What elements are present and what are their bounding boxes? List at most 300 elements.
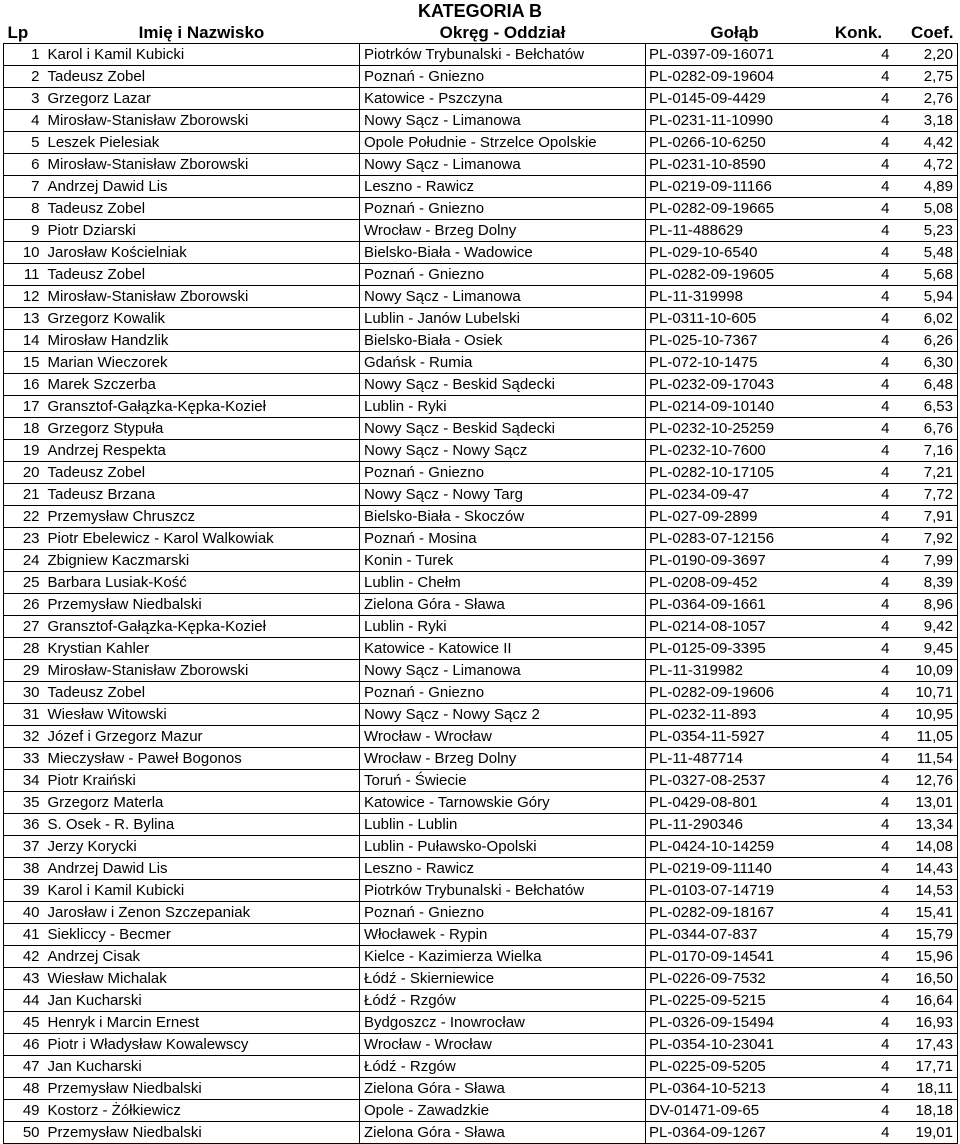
cell-coef: 15,79 xyxy=(894,924,958,946)
table-row xyxy=(4,594,958,616)
cell-lp: 25 xyxy=(4,572,44,594)
cell-konk: 4 xyxy=(824,924,894,946)
cell-name: Wiesław Michalak xyxy=(44,968,360,990)
cell-name: Piotr Kraiński xyxy=(44,770,360,792)
cell-okreg: Łódź - Skierniewice xyxy=(360,968,646,990)
cell-lp: 49 xyxy=(4,1100,44,1122)
table-row xyxy=(4,220,958,242)
cell-okreg: Katowice - Katowice II xyxy=(360,638,646,660)
cell-okreg: Bydgoszcz - Inowrocław xyxy=(360,1012,646,1034)
cell-lp: 5 xyxy=(4,132,44,154)
cell-konk: 4 xyxy=(824,704,894,726)
cell-name: Tadeusz Zobel xyxy=(44,264,360,286)
table-row xyxy=(4,440,958,462)
cell-golab: PL-0354-11-5927 xyxy=(646,726,824,748)
cell-coef: 15,41 xyxy=(894,902,958,924)
cell-coef: 19,01 xyxy=(894,1122,958,1144)
cell-okreg: Poznań - Mosina xyxy=(360,528,646,550)
cell-konk: 4 xyxy=(824,990,894,1012)
cell-konk: 4 xyxy=(824,1078,894,1100)
page-title: KATEGORIA B xyxy=(418,1,542,21)
cell-coef: 14,43 xyxy=(894,858,958,880)
cell-name: Piotr i Władysław Kowalewscy xyxy=(44,1034,360,1056)
cell-lp: 19 xyxy=(4,440,44,462)
cell-name: Przemysław Niedbalski xyxy=(44,1078,360,1100)
cell-okreg: Toruń - Świecie xyxy=(360,770,646,792)
cell-okreg: Opole Południe - Strzelce Opolskie xyxy=(360,132,646,154)
cell-name: Mieczysław - Paweł Bogonos xyxy=(44,748,360,770)
cell-lp: 10 xyxy=(4,242,44,264)
cell-golab: PL-0231-11-10990 xyxy=(646,110,824,132)
cell-konk: 4 xyxy=(824,418,894,440)
table-row xyxy=(4,858,958,880)
cell-lp: 44 xyxy=(4,990,44,1012)
table-row xyxy=(4,1012,958,1034)
cell-coef: 11,54 xyxy=(894,748,958,770)
cell-okreg: Nowy Sącz - Beskid Sądecki xyxy=(360,374,646,396)
cell-coef: 7,99 xyxy=(894,550,958,572)
cell-coef: 2,75 xyxy=(894,66,958,88)
table-row xyxy=(4,374,958,396)
table-row xyxy=(4,264,958,286)
table-row xyxy=(4,110,958,132)
cell-konk: 4 xyxy=(824,638,894,660)
cell-coef: 6,30 xyxy=(894,352,958,374)
cell-okreg: Zielona Góra - Sława xyxy=(360,1122,646,1144)
cell-okreg: Poznań - Gniezno xyxy=(360,198,646,220)
cell-coef: 2,20 xyxy=(894,44,958,66)
table-row xyxy=(4,814,958,836)
cell-lp: 39 xyxy=(4,880,44,902)
cell-golab: PL-0397-09-16071 xyxy=(646,44,824,66)
cell-coef: 16,64 xyxy=(894,990,958,1012)
cell-okreg: Gdańsk - Rumia xyxy=(360,352,646,374)
cell-konk: 4 xyxy=(824,748,894,770)
cell-okreg: Leszno - Rawicz xyxy=(360,858,646,880)
cell-konk: 4 xyxy=(824,1034,894,1056)
cell-konk: 4 xyxy=(824,770,894,792)
cell-konk: 4 xyxy=(824,1012,894,1034)
cell-okreg: Bielsko-Biała - Wadowice xyxy=(360,242,646,264)
cell-golab: PL-0282-09-18167 xyxy=(646,902,824,924)
cell-golab: PL-0282-10-17105 xyxy=(646,462,824,484)
cell-name: Tadeusz Zobel xyxy=(44,682,360,704)
cell-name: Karol i Kamil Kubicki xyxy=(44,44,360,66)
cell-lp: 17 xyxy=(4,396,44,418)
cell-konk: 4 xyxy=(824,308,894,330)
cell-konk: 4 xyxy=(824,836,894,858)
table-row xyxy=(4,176,958,198)
cell-name: Mirosław Handzlik xyxy=(44,330,360,352)
table-row xyxy=(4,66,958,88)
cell-name: Andrzej Respekta xyxy=(44,440,360,462)
cell-okreg: Kielce - Kazimierza Wielka xyxy=(360,946,646,968)
cell-lp: 46 xyxy=(4,1034,44,1056)
cell-golab: PL-0232-09-17043 xyxy=(646,374,824,396)
cell-coef: 10,71 xyxy=(894,682,958,704)
cell-name: Leszek Pielesiak xyxy=(44,132,360,154)
cell-name: Henryk i Marcin Ernest xyxy=(44,1012,360,1034)
cell-okreg: Katowice - Tarnowskie Góry xyxy=(360,792,646,814)
table-row xyxy=(4,902,958,924)
cell-coef: 9,42 xyxy=(894,616,958,638)
cell-okreg: Lublin - Ryki xyxy=(360,396,646,418)
cell-name: Grzegorz Materla xyxy=(44,792,360,814)
header-lp: Lp xyxy=(4,22,44,44)
cell-lp: 12 xyxy=(4,286,44,308)
cell-coef: 4,72 xyxy=(894,154,958,176)
cell-golab: PL-0145-09-4429 xyxy=(646,88,824,110)
cell-konk: 4 xyxy=(824,1100,894,1122)
table-row xyxy=(4,286,958,308)
table-row xyxy=(4,748,958,770)
cell-golab: PL-11-290346 xyxy=(646,814,824,836)
cell-golab: PL-0311-10-605 xyxy=(646,308,824,330)
cell-konk: 4 xyxy=(824,132,894,154)
cell-name: Gransztof-Gałązka-Kępka-Kozieł xyxy=(44,616,360,638)
cell-lp: 8 xyxy=(4,198,44,220)
cell-golab: PL-0266-10-6250 xyxy=(646,132,824,154)
cell-okreg: Nowy Sącz - Limanowa xyxy=(360,286,646,308)
cell-okreg: Opole - Zawadzkie xyxy=(360,1100,646,1122)
cell-okreg: Włocławek - Rypin xyxy=(360,924,646,946)
table-row xyxy=(4,682,958,704)
cell-coef: 6,48 xyxy=(894,374,958,396)
table-row xyxy=(4,308,958,330)
table-row xyxy=(4,572,958,594)
header-coef: Coef. xyxy=(894,22,958,44)
cell-lp: 14 xyxy=(4,330,44,352)
cell-lp: 22 xyxy=(4,506,44,528)
cell-lp: 42 xyxy=(4,946,44,968)
cell-konk: 4 xyxy=(824,44,894,66)
cell-coef: 11,05 xyxy=(894,726,958,748)
cell-golab: PL-0282-09-19604 xyxy=(646,66,824,88)
cell-name: S. Osek - R. Bylina xyxy=(44,814,360,836)
cell-coef: 14,08 xyxy=(894,836,958,858)
cell-coef: 7,92 xyxy=(894,528,958,550)
table-row xyxy=(4,462,958,484)
cell-coef: 5,23 xyxy=(894,220,958,242)
cell-lp: 21 xyxy=(4,484,44,506)
cell-okreg: Wrocław - Brzeg Dolny xyxy=(360,220,646,242)
cell-golab: PL-0232-10-7600 xyxy=(646,440,824,462)
cell-konk: 4 xyxy=(824,858,894,880)
cell-konk: 4 xyxy=(824,1122,894,1144)
cell-lp: 26 xyxy=(4,594,44,616)
table-row xyxy=(4,946,958,968)
cell-konk: 4 xyxy=(824,902,894,924)
table-row xyxy=(4,616,958,638)
cell-lp: 35 xyxy=(4,792,44,814)
cell-coef: 17,71 xyxy=(894,1056,958,1078)
table-row xyxy=(4,1122,958,1144)
cell-konk: 4 xyxy=(824,814,894,836)
cell-lp: 2 xyxy=(4,66,44,88)
cell-name: Jerzy Korycki xyxy=(44,836,360,858)
cell-konk: 4 xyxy=(824,66,894,88)
cell-golab: PL-0170-09-14541 xyxy=(646,946,824,968)
cell-coef: 5,94 xyxy=(894,286,958,308)
cell-konk: 4 xyxy=(824,660,894,682)
cell-okreg: Nowy Sącz - Nowy Sącz xyxy=(360,440,646,462)
table-row xyxy=(4,924,958,946)
cell-name: Tadeusz Zobel xyxy=(44,198,360,220)
cell-name: Tadeusz Brzana xyxy=(44,484,360,506)
cell-golab: PL-0344-07-837 xyxy=(646,924,824,946)
cell-konk: 4 xyxy=(824,880,894,902)
table-body xyxy=(4,44,958,1144)
cell-golab: PL-0282-09-19605 xyxy=(646,264,824,286)
cell-golab: PL-0364-10-5213 xyxy=(646,1078,824,1100)
cell-name: Józef i Grzegorz Mazur xyxy=(44,726,360,748)
cell-konk: 4 xyxy=(824,88,894,110)
cell-golab: PL-0364-09-1267 xyxy=(646,1122,824,1144)
cell-okreg: Poznań - Gniezno xyxy=(360,682,646,704)
cell-lp: 20 xyxy=(4,462,44,484)
cell-name: Przemysław Niedbalski xyxy=(44,594,360,616)
cell-konk: 4 xyxy=(824,396,894,418)
cell-coef: 10,09 xyxy=(894,660,958,682)
cell-golab: PL-0231-10-8590 xyxy=(646,154,824,176)
cell-coef: 2,76 xyxy=(894,88,958,110)
cell-lp: 28 xyxy=(4,638,44,660)
cell-golab: PL-11-319982 xyxy=(646,660,824,682)
cell-okreg: Piotrków Trybunalski - Bełchatów xyxy=(360,44,646,66)
cell-golab: PL-0364-09-1661 xyxy=(646,594,824,616)
cell-okreg: Poznań - Gniezno xyxy=(360,902,646,924)
cell-konk: 4 xyxy=(824,682,894,704)
cell-golab: PL-0219-09-11166 xyxy=(646,176,824,198)
cell-name: Jarosław i Zenon Szczepaniak xyxy=(44,902,360,924)
cell-konk: 4 xyxy=(824,946,894,968)
cell-coef: 13,34 xyxy=(894,814,958,836)
cell-okreg: Łódź - Rzgów xyxy=(360,990,646,1012)
cell-okreg: Nowy Sącz - Nowy Targ xyxy=(360,484,646,506)
cell-name: Piotr Dziarski xyxy=(44,220,360,242)
cell-konk: 4 xyxy=(824,440,894,462)
cell-lp: 48 xyxy=(4,1078,44,1100)
cell-golab: PL-11-319998 xyxy=(646,286,824,308)
cell-konk: 4 xyxy=(824,572,894,594)
cell-lp: 32 xyxy=(4,726,44,748)
cell-name: Grzegorz Lazar xyxy=(44,88,360,110)
table-row xyxy=(4,396,958,418)
header-konk: Konk. xyxy=(824,22,894,44)
header-name: Imię i Nazwisko xyxy=(44,22,360,44)
cell-coef: 17,43 xyxy=(894,1034,958,1056)
cell-name: Mirosław-Stanisław Zborowski xyxy=(44,660,360,682)
cell-golab: PL-027-09-2899 xyxy=(646,506,824,528)
cell-name: Kostorz - Żółkiewicz xyxy=(44,1100,360,1122)
cell-name: Barbara Lusiak-Kość xyxy=(44,572,360,594)
cell-coef: 9,45 xyxy=(894,638,958,660)
cell-lp: 24 xyxy=(4,550,44,572)
cell-lp: 36 xyxy=(4,814,44,836)
cell-konk: 4 xyxy=(824,528,894,550)
table-row xyxy=(4,968,958,990)
cell-name: Jan Kucharski xyxy=(44,1056,360,1078)
cell-okreg: Łódź - Rzgów xyxy=(360,1056,646,1078)
cell-coef: 7,21 xyxy=(894,462,958,484)
cell-name: Wiesław Witowski xyxy=(44,704,360,726)
cell-okreg: Lublin - Lublin xyxy=(360,814,646,836)
cell-name: Jarosław Kościelniak xyxy=(44,242,360,264)
table-row xyxy=(4,484,958,506)
cell-lp: 1 xyxy=(4,44,44,66)
cell-name: Tadeusz Zobel xyxy=(44,66,360,88)
cell-golab: PL-0282-09-19665 xyxy=(646,198,824,220)
table-row xyxy=(4,88,958,110)
cell-name: Andrzej Cisak xyxy=(44,946,360,968)
cell-coef: 6,53 xyxy=(894,396,958,418)
cell-konk: 4 xyxy=(824,110,894,132)
cell-golab: PL-0327-08-2537 xyxy=(646,770,824,792)
cell-name: Andrzej Dawid Lis xyxy=(44,176,360,198)
cell-golab: PL-025-10-7367 xyxy=(646,330,824,352)
cell-okreg: Wrocław - Brzeg Dolny xyxy=(360,748,646,770)
cell-lp: 40 xyxy=(4,902,44,924)
cell-coef: 8,96 xyxy=(894,594,958,616)
cell-golab: PL-0125-09-3395 xyxy=(646,638,824,660)
cell-konk: 4 xyxy=(824,616,894,638)
cell-coef: 10,95 xyxy=(894,704,958,726)
cell-konk: 4 xyxy=(824,594,894,616)
table-row xyxy=(4,990,958,1012)
results-table xyxy=(3,22,958,1144)
cell-coef: 15,96 xyxy=(894,946,958,968)
cell-konk: 4 xyxy=(824,242,894,264)
cell-coef: 13,01 xyxy=(894,792,958,814)
cell-okreg: Lublin - Janów Lubelski xyxy=(360,308,646,330)
cell-coef: 6,26 xyxy=(894,330,958,352)
cell-lp: 47 xyxy=(4,1056,44,1078)
cell-okreg: Bielsko-Biała - Osiek xyxy=(360,330,646,352)
cell-golab: PL-11-487714 xyxy=(646,748,824,770)
cell-name: Jan Kucharski xyxy=(44,990,360,1012)
cell-golab: PL-0424-10-14259 xyxy=(646,836,824,858)
cell-lp: 27 xyxy=(4,616,44,638)
cell-coef: 12,76 xyxy=(894,770,958,792)
cell-okreg: Konin - Turek xyxy=(360,550,646,572)
table-row xyxy=(4,330,958,352)
cell-coef: 5,48 xyxy=(894,242,958,264)
cell-golab: PL-072-10-1475 xyxy=(646,352,824,374)
cell-golab: PL-0226-09-7532 xyxy=(646,968,824,990)
cell-okreg: Poznań - Gniezno xyxy=(360,66,646,88)
cell-konk: 4 xyxy=(824,154,894,176)
cell-name: Andrzej Dawid Lis xyxy=(44,858,360,880)
table-row xyxy=(4,1056,958,1078)
cell-konk: 4 xyxy=(824,352,894,374)
cell-lp: 13 xyxy=(4,308,44,330)
cell-lp: 9 xyxy=(4,220,44,242)
cell-name: Marian Wieczorek xyxy=(44,352,360,374)
table-row xyxy=(4,154,958,176)
cell-okreg: Nowy Sącz - Beskid Sądecki xyxy=(360,418,646,440)
cell-konk: 4 xyxy=(824,176,894,198)
table-row xyxy=(4,660,958,682)
cell-coef: 16,93 xyxy=(894,1012,958,1034)
cell-lp: 7 xyxy=(4,176,44,198)
cell-name: Siekliccy - Becmer xyxy=(44,924,360,946)
cell-golab: PL-0282-09-19606 xyxy=(646,682,824,704)
table-row xyxy=(4,880,958,902)
cell-golab: PL-0225-09-5215 xyxy=(646,990,824,1012)
cell-coef: 7,72 xyxy=(894,484,958,506)
cell-golab: PL-0208-09-452 xyxy=(646,572,824,594)
cell-lp: 33 xyxy=(4,748,44,770)
cell-coef: 4,42 xyxy=(894,132,958,154)
header-row xyxy=(4,22,958,44)
cell-okreg: Zielona Góra - Sława xyxy=(360,594,646,616)
cell-name: Tadeusz Zobel xyxy=(44,462,360,484)
cell-lp: 45 xyxy=(4,1012,44,1034)
cell-golab: PL-0190-09-3697 xyxy=(646,550,824,572)
cell-golab: PL-0234-09-47 xyxy=(646,484,824,506)
cell-lp: 29 xyxy=(4,660,44,682)
table-row xyxy=(4,1100,958,1122)
cell-konk: 4 xyxy=(824,726,894,748)
cell-konk: 4 xyxy=(824,374,894,396)
cell-name: Grzegorz Stypuła xyxy=(44,418,360,440)
cell-coef: 6,76 xyxy=(894,418,958,440)
cell-name: Marek Szczerba xyxy=(44,374,360,396)
cell-golab: PL-0326-09-15494 xyxy=(646,1012,824,1034)
cell-coef: 16,50 xyxy=(894,968,958,990)
cell-name: Mirosław-Stanisław Zborowski xyxy=(44,154,360,176)
cell-name: Przemysław Niedbalski xyxy=(44,1122,360,1144)
table-row xyxy=(4,704,958,726)
cell-okreg: Zielona Góra - Sława xyxy=(360,1078,646,1100)
cell-lp: 16 xyxy=(4,374,44,396)
cell-lp: 31 xyxy=(4,704,44,726)
cell-golab: PL-0354-10-23041 xyxy=(646,1034,824,1056)
cell-golab: PL-0232-11-893 xyxy=(646,704,824,726)
cell-name: Piotr Ebelewicz - Karol Walkowiak xyxy=(44,528,360,550)
cell-lp: 30 xyxy=(4,682,44,704)
cell-lp: 38 xyxy=(4,858,44,880)
table-row xyxy=(4,198,958,220)
cell-golab: PL-11-488629 xyxy=(646,220,824,242)
cell-lp: 50 xyxy=(4,1122,44,1144)
cell-konk: 4 xyxy=(824,330,894,352)
cell-okreg: Lublin - Puławsko-Opolski xyxy=(360,836,646,858)
cell-name: Mirosław-Stanisław Zborowski xyxy=(44,286,360,308)
cell-okreg: Leszno - Rawicz xyxy=(360,176,646,198)
cell-coef: 4,89 xyxy=(894,176,958,198)
header-okreg: Okręg - Oddział xyxy=(360,22,646,44)
cell-konk: 4 xyxy=(824,506,894,528)
cell-konk: 4 xyxy=(824,286,894,308)
cell-name: Zbigniew Kaczmarski xyxy=(44,550,360,572)
cell-golab: PL-029-10-6540 xyxy=(646,242,824,264)
cell-konk: 4 xyxy=(824,550,894,572)
cell-okreg: Poznań - Gniezno xyxy=(360,264,646,286)
table-row xyxy=(4,528,958,550)
cell-name: Gransztof-Gałązka-Kępka-Kozieł xyxy=(44,396,360,418)
cell-okreg: Lublin - Ryki xyxy=(360,616,646,638)
cell-golab: PL-0214-08-1057 xyxy=(646,616,824,638)
cell-okreg: Bielsko-Biała - Skoczów xyxy=(360,506,646,528)
table-row xyxy=(4,1078,958,1100)
cell-okreg: Wrocław - Wrocław xyxy=(360,1034,646,1056)
cell-konk: 4 xyxy=(824,264,894,286)
cell-lp: 43 xyxy=(4,968,44,990)
table-row xyxy=(4,770,958,792)
cell-lp: 3 xyxy=(4,88,44,110)
cell-konk: 4 xyxy=(824,462,894,484)
